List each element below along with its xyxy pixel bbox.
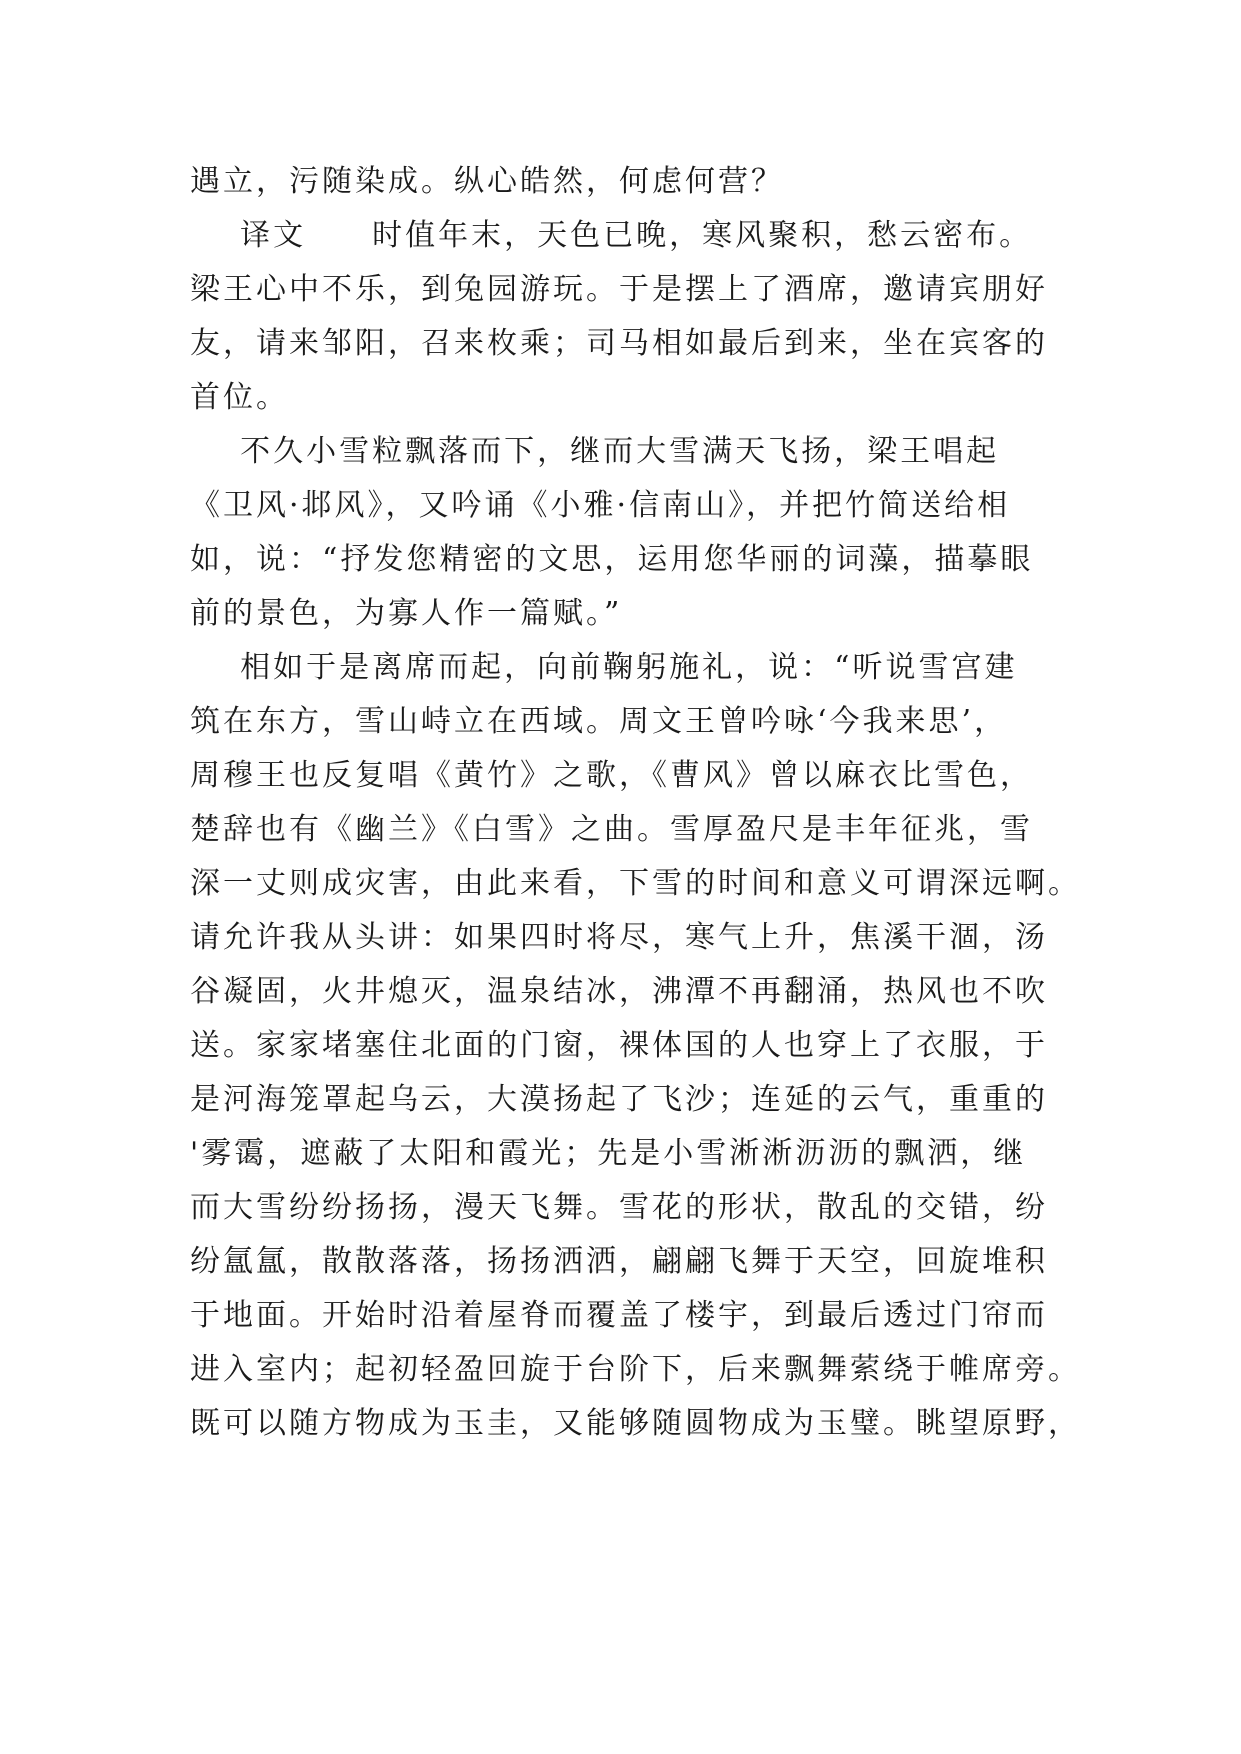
text-line: 请允许我从头讲：如果四时将尽，寒气上升，焦溪干涸，汤 [190, 920, 1048, 955]
text-line: 深一丈则成灾害，由此来看，下雪的时间和意义可谓深远啊。 [190, 866, 1081, 901]
text-line: 筑在东方，雪山峙立在西域。周文王曾吟咏‘今我来思’， [190, 704, 1008, 739]
text-line: 遇立，污随染成。纵心皓然，何虑何营？ [190, 164, 784, 199]
text-line: 楚辞也有《幽兰》《白雪》之曲。雪厚盈尺是丰年征兆，雪 [190, 812, 1033, 847]
text-line: 前的景色，为寡人作一篇赋。” [190, 596, 623, 631]
text-line: 《卫风·邶风》，又吟诵《小雅·信南山》，并把竹简送给相 [190, 488, 1011, 523]
text-line: 梁王心中不乐，到兔园游玩。于是摆上了酒席，邀请宾朋好 [190, 272, 1048, 307]
text-line: 首位。 [190, 380, 289, 415]
text-line: 友，请来邹阳，召来枚乘；司马相如最后到来，坐在宾客的 [190, 326, 1048, 361]
text-line: 相如于是离席而起，向前鞠躬施礼，说：“听说雪宫建 [190, 650, 1018, 685]
text-line: 译文 时值年末，天色已晚，寒风聚积，愁云密布。 [190, 218, 1033, 253]
text-line: 纷氲氲，散散落落，扬扬洒洒，翩翩飞舞于天空，回旋堆积 [190, 1244, 1048, 1279]
text-line: 如，说：“抒发您精密的文思，运用您华丽的词藻，描摹眼 [190, 542, 1034, 577]
text-line: '雾霭，遮蔽了太阳和霞光；先是小雪淅淅沥沥的飘洒，继 [190, 1136, 1027, 1171]
text-line: 周穆王也反复唱《黄竹》之歌，《曹风》曾以麻衣比雪色， [190, 758, 1033, 793]
text-line: 是河海笼罩起乌云，大漠扬起了飞沙；连延的云气，重重的 [190, 1082, 1048, 1117]
text-line: 既可以随方物成为玉圭，又能够随圆物成为玉璧。眺望原野， [190, 1406, 1081, 1441]
text-line: 而大雪纷纷扬扬，漫天飞舞。雪花的形状，散乱的交错，纷 [190, 1190, 1048, 1225]
text-line: 送。家家堵塞住北面的门窗，裸体国的人也穿上了衣服，于 [190, 1028, 1048, 1063]
text-line: 谷凝固，火井熄灭，温泉结冰，沸潭不再翻涌，热风也不吹 [190, 974, 1048, 1009]
text-line: 于地面。开始时沿着屋脊而覆盖了楼宇，到最后透过门帘而 [190, 1298, 1048, 1333]
text-line: 不久小雪粒飘落而下，继而大雪满天飞扬，梁王唱起 [190, 434, 1000, 469]
text-line: 进入室内；起初轻盈回旋于台阶下，后来飘舞萦绕于帷席旁。 [190, 1352, 1081, 1387]
